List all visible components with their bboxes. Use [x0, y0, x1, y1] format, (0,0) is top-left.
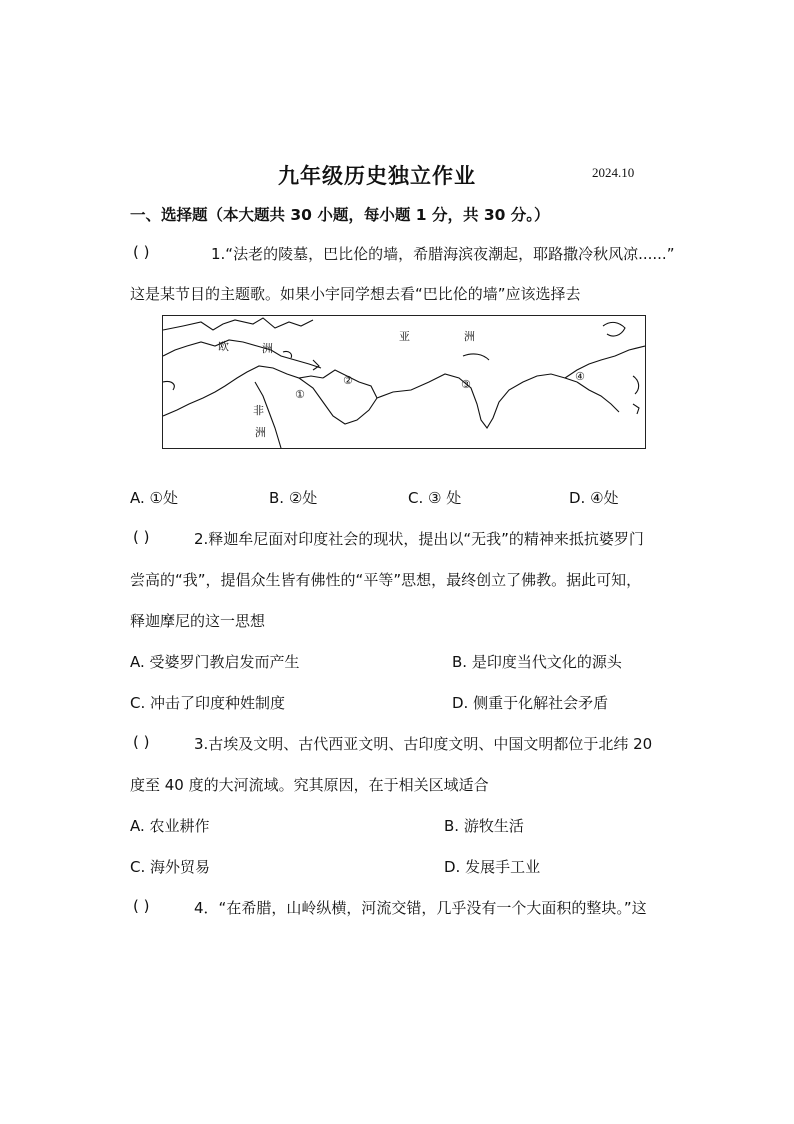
q1-option-c[interactable]: C. ③ 处 [408, 489, 462, 507]
map-label-asia-2: 洲 [464, 330, 475, 343]
q2-answer-paren[interactable]: ( ) [133, 528, 150, 546]
map-label-asia-1: 亚 [399, 330, 410, 343]
q2-line-1: 2.释迦牟尼面对印度社会的现状，提出以“无我”的精神来抵抗婆罗门 [194, 530, 644, 548]
q3-option-b[interactable]: B. 游牧生活 [444, 817, 524, 835]
q3-answer-paren[interactable]: ( ) [133, 733, 150, 751]
q3-option-c[interactable]: C. 海外贸易 [130, 858, 211, 876]
q3-option-d[interactable]: D. 发展手工业 [444, 858, 541, 876]
q1-answer-paren[interactable]: ( ) [133, 243, 150, 261]
map-label-europe-2: 洲 [262, 342, 273, 355]
map-label-africa-2: 洲 [255, 426, 266, 439]
q3-option-a[interactable]: A. 农业耕作 [130, 817, 210, 835]
map-marker-4: ④ [575, 370, 585, 383]
q4-answer-paren[interactable]: ( ) [133, 897, 150, 915]
q2-line-2: 尝高的“我”，提倡众生皆有佛性的“平等”思想，最终创立了佛教。据此可知， [130, 571, 642, 589]
q1-line-1: 1.“法老的陵墓，巴比伦的墙，希腊海滨夜潮起，耶路撒冷秋风凉......” [211, 245, 675, 263]
q4-line-1: 4．“在希腊，山岭纵横，河流交错，几乎没有一个大面积的整块。”这 [194, 899, 647, 917]
q2-option-c[interactable]: C. 冲击了印度种姓制度 [130, 694, 286, 712]
q1-line-2: 这是某节目的主题歌。如果小宇同学想去看“巴比伦的墙”应该选择去 [130, 285, 581, 303]
q1-option-b[interactable]: B. ②处 [269, 489, 318, 507]
map-marker-1: ① [295, 388, 305, 401]
page-title: 九年级历史独立作业 [278, 164, 476, 188]
q2-option-a[interactable]: A. 受婆罗门教启发而产生 [130, 653, 300, 671]
map-label-europe-1: 欧 [218, 340, 229, 353]
q1-option-d[interactable]: D. ④处 [569, 489, 619, 507]
q2-line-3: 释迦摩尼的这一思想 [130, 612, 266, 630]
q2-option-b[interactable]: B. 是印度当代文化的源头 [452, 653, 622, 671]
q2-option-d[interactable]: D. 侧重于化解社会矛盾 [452, 694, 609, 712]
map-outline [163, 316, 645, 448]
world-map [162, 315, 646, 449]
map-label-africa-1: 非 [253, 404, 264, 417]
q3-line-2: 度至 40 度的大河流域。究其原因，在于相关区域适合 [130, 776, 489, 794]
section-heading: 一、选择题（本大题共 30 小题，每小题 1 分，共 30 分。） [130, 206, 550, 224]
q1-option-a[interactable]: A. ①处 [130, 489, 178, 507]
q3-line-1: 3.古埃及文明、古代西亚文明、古印度文明、中国文明都位于北纬 20 [194, 735, 653, 753]
date-label: 2024.10 [592, 165, 635, 180]
map-marker-3: ③ [461, 378, 471, 391]
map-marker-2: ② [343, 374, 353, 387]
